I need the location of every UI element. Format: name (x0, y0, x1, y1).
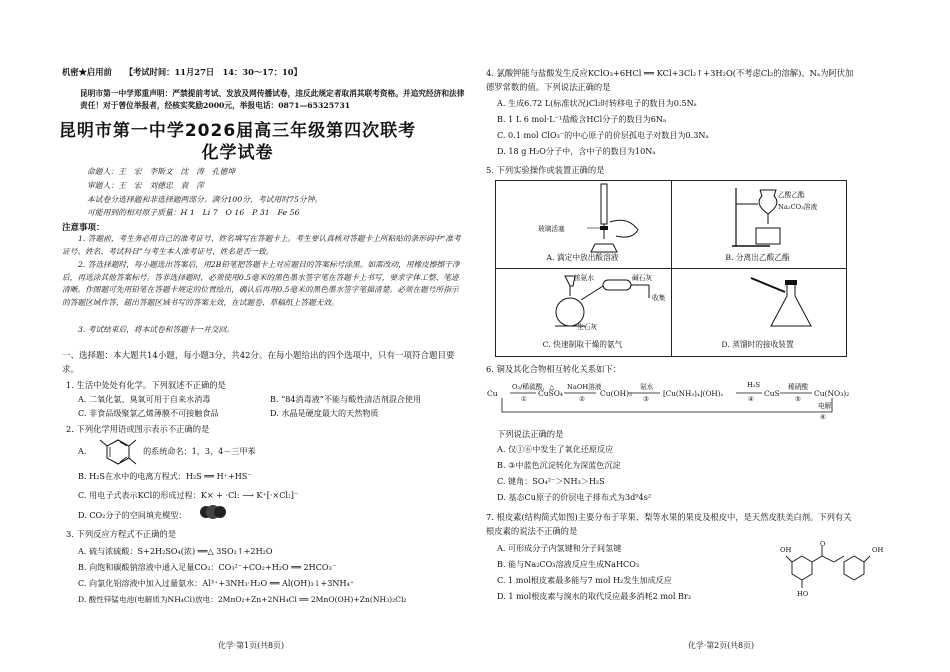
q6-option-d: D. 基态Cu原子的价层电子排布式为3d⁹4s² (497, 492, 652, 502)
label-soda-lime: 碱石灰 (632, 274, 653, 282)
q5-caption-d: D. 蒸馏时的接收装置 (721, 340, 794, 349)
question-3: 3. 下列反应方程式不正确的是 (66, 529, 177, 539)
chain-step-5: ⑤ (795, 395, 801, 403)
section-heading: 一、选择题：本大题共14小题，每小题3分，共42分。在每小题给出的四个选项中，只有一项符合题目要求。 (62, 351, 455, 375)
q1-option-b: B. “84消毒液”不能与酸性清洁剂混合使用 (270, 394, 422, 404)
q7-option-d: D. 1 mol根皮素与溴水的取代反应最多消耗2 mol Br₂ (497, 591, 692, 601)
notice-2: 2. 答选择题时，每小题选出答案后，用2B铅笔把答题卡上对应题目的答案标号涂黑。如需改动，用橡皮擦擦干净后，再选涂其他答案标号。答非选择题时，必须使用0.5毫米的黑色墨水签字笔在答题卡上书写，要求字体工整、笔迹清晰。作图题可先用铅笔在答题卡规定的位置绘出，确认后再用0.5毫米的黑色墨水签字笔描清楚。必须在题号所指示的答题区域作答，超出答题区域书写的答案无效，在试题卷、草稿纸上答题无效。 (62, 260, 460, 307)
q1-option-d: D. 水晶是硬度最大的天然物质 (270, 408, 379, 418)
q6-option-a: A. 仅①⑥中发生了氧化还原反应 (497, 444, 614, 454)
chain-cuso4: CuSO₄ (538, 389, 563, 398)
q1-option-a: A. 二氧化氯、臭氧可用于自来水消毒 (78, 394, 211, 404)
page-footer-1: 化学·第1页(共8页) (218, 641, 285, 650)
chain-step-3: ③ (643, 395, 649, 403)
exam-description: 本试卷分选择题和非选择题两部分。满分100分，考试用时75分钟。 (87, 195, 323, 204)
q7-option-a: A. 可形成分子内氢键和分子间氢键 (497, 543, 622, 553)
label-glass-stopcock: 玻璃活塞 (538, 225, 565, 233)
q5-caption-a: A. 滴定中放出酸溶液 (546, 253, 619, 262)
chain-cu-ammine: [Cu(NH₃)₄](OH)₂ (663, 389, 724, 398)
warning-notice: 昆明市第一中学郑重声明：严禁提前考试、发放及网传播试卷，违反此规定者取消其联考资格。并追究经济和法律责任！对于曾位举报者，经核实奖励2000元，举报电话：0871—65325731 (80, 89, 465, 110)
struct-o: O (820, 540, 826, 548)
chain-step-1: ① (521, 395, 527, 403)
chain-cu: Cu (487, 389, 498, 398)
label-collect: 收集 (652, 294, 666, 302)
chain-cus: CuS (764, 389, 780, 398)
chain-step-4: ④ (748, 395, 754, 403)
question-2: 2. 下列化学用语或图示表示不正确的是 (66, 424, 210, 434)
q4-option-a: A. 生成6.72 L(标准状况)Cl₂时转移电子的数目为0.5Nₐ (497, 98, 697, 108)
question-1: 1. 生活中处处有化学。下列叙述不正确的是 (66, 380, 226, 390)
chain-reagent-2: NaOH溶液 (567, 383, 602, 391)
struct-ho: HO (797, 590, 809, 598)
label-quicklime: 生石灰 (577, 323, 598, 331)
q3-option-d: D. 酸性锌锰电池(电解质为NH₄Cl)放电：2MnO₂+Zn+2NH₄Cl ══ 2MnO(OH)+Zn(NH₃)₂Cl₂ (78, 595, 407, 604)
q7-option-c: C. 1 mol根皮素最多能与7 mol H₂发生加成反应 (497, 575, 672, 585)
q6-lead: 下列说法正确的是 (497, 429, 564, 439)
q4-option-d: D. 18 g H₂O分子中，含中子的数目为10Nₐ (497, 146, 656, 156)
chain-reagent-1: O₂/稀硫酸，△ (512, 383, 555, 391)
q3-option-b: B. 向饱和碳酸钠溶液中通入足量CO₂：CO₃²⁻+CO₂+H₂O ══ 2HCO₃⁻ (78, 562, 337, 572)
q3-option-c: C. 向氯化铝溶液中加入过量氨水：Al³⁺+3NH₃·H₂O ══ Al(OH)₃↓+3NH₄⁺ (78, 578, 355, 588)
struct-oh-2: OH (872, 546, 884, 554)
notice-1: 1. 答题前，考生务必用自己的准考证号、姓名填写在答题卡上。考生要认真核对答题卡上所粘贴的条形码中“准考证号、姓名、考试科目”与考生本人准考证号、姓名是否一致。 (62, 234, 461, 256)
chain-reagent-4: H₂S (747, 381, 761, 389)
question-5: 5. 下列实验操作或装置正确的是 (486, 165, 605, 175)
proposers: 命题人：王 宏 李斯文 沈 涛 孔德坤 (87, 167, 236, 176)
burette-drawing (555, 184, 655, 254)
q5-caption-b: B. 分离出乙酸乙酯 (725, 253, 790, 262)
struct-oh-1: OH (780, 546, 792, 554)
q4-option-c: C. 0.1 mol ClO₃⁻的中心原子的价层孤电子对数目为0.3Nₐ (497, 130, 709, 140)
subject-title: 化学试卷 (201, 143, 274, 163)
q5-caption-c: C. 快速制取干燥的氨气 (542, 340, 623, 349)
page-footer-2: 化学·第2页(共8页) (688, 641, 755, 650)
q3-option-a: A. 硫与浓硫酸：S+2H₂SO₄(浓) ══△ 3SO₂↑+2H₂O (78, 546, 273, 556)
chain-reagent-6: 电解 (818, 402, 832, 410)
chain-reagent-5: 稀硝酸 (788, 383, 809, 391)
co2-filling-model (198, 504, 228, 520)
exam-title: 昆明市第一中学2026届高三年级第四次联考 (58, 121, 417, 141)
label-ethyl-acetate: 乙酸乙酯 (778, 191, 805, 199)
conical-flask-drawing (745, 272, 825, 332)
reviewers: 审题人：王 宏 刘德忠 袁 萍 (87, 181, 204, 190)
q1-option-c: C. 非食品级聚氯乙烯薄膜不可接触食品 (78, 408, 219, 418)
q2-option-d: D. CO₂分子的空间填充模型： (78, 510, 187, 520)
exam-header (62, 66, 312, 78)
q7-option-b: B. 能与Na₂CO₃溶液反应生成NaHCO₃ (497, 559, 640, 569)
q4-option-b: B. 1 L 6 mol·L⁻¹盐酸含HCl分子的数目为6Nₐ (497, 114, 667, 124)
secret-label: 机密★启用前 (62, 67, 112, 77)
chain-cuno3: Cu(NO₃)₂ (814, 389, 850, 398)
atomic-masses: 可能用到的相对原子质量：H 1 Li 7 O 16 P 31 Fe 56 (87, 208, 300, 217)
chain-cuoh2: Cu(OH)₂ (600, 389, 633, 398)
q6-option-c: C. 键角：SO₄²⁻＞NH₃＞H₂S (497, 476, 605, 486)
exam-time: 【考试时间：11月27日 14：30～17：10】 (124, 67, 302, 77)
chain-reagent-3: 氨水 (640, 383, 654, 391)
question-4: 4. 氯酸钾能与盐酸发生反应KClO₃+6HCl ══ KCl+3Cl₂↑+3H₂O(不考虑Cl₂的溶解)。Nₐ为阿伏加德罗常数的值。下列说法正确的是 (486, 68, 854, 92)
question-7: 7. 根皮素(结构简式如图)主要分布于苹果、梨等水果的果皮及根皮中，是天然皮肤美白剂。下列有关根皮素的说法不正确的是 (486, 512, 852, 536)
q6-option-b: B. ③中蓝色沉淀转化为深蓝色沉淀 (497, 460, 621, 470)
notice-3: 3. 考试结束后，将本试卷和答题卡一并交回。 (78, 325, 234, 334)
notice-heading: 注意事项： (62, 223, 105, 233)
label-conc-ammonia: 浓氨水 (574, 274, 595, 282)
chain-step-6: ⑥ (820, 413, 826, 421)
q2-option-a: A. 的系统命名：1，3，4－三甲苯 (78, 446, 256, 456)
question-6: 6. 铜及其化合物相互转化关系如下： (486, 364, 622, 374)
label-na2co3-solution: Na₂CO₃溶液 (778, 203, 818, 211)
q2-option-c: C. 用电子式表示KCl的形成过程：K× + ·Cl: ⟶ K⁺[·×Cl:]⁻ (78, 490, 299, 500)
q2-option-b: B. H₂S在水中的电离方程式：H₂S ══ H⁺+HS⁻ (78, 471, 252, 481)
chain-step-2: ② (579, 395, 585, 403)
